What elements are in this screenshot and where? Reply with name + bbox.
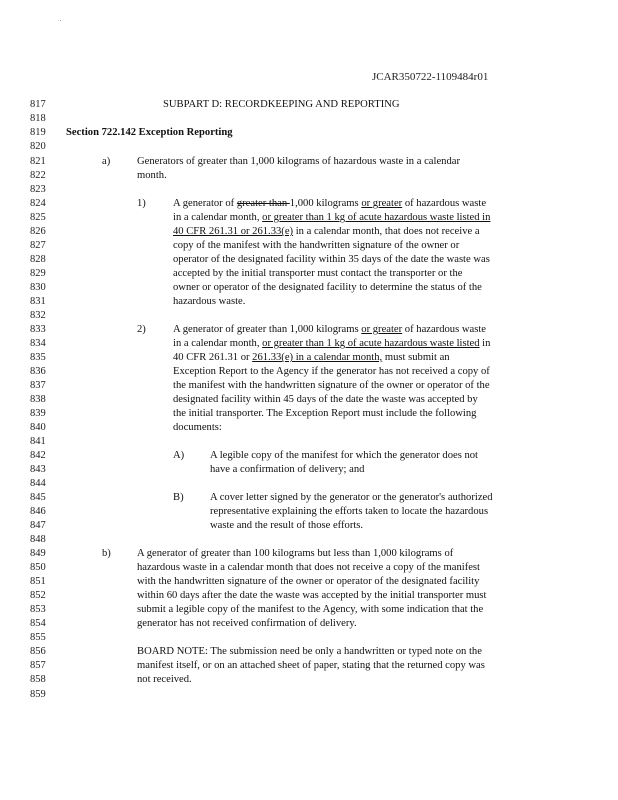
text-line: have a confirmation of delivery; and xyxy=(210,464,365,475)
line-number: 843 xyxy=(30,464,46,475)
line-835 xyxy=(0,351,618,365)
line-number: 855 xyxy=(30,632,46,643)
line-825 xyxy=(0,211,618,225)
document-id-header: JCAR350722-1109484r01 xyxy=(372,71,489,83)
text-line xyxy=(173,351,450,365)
line-number: 858 xyxy=(30,674,46,685)
line-number: 828 xyxy=(30,254,46,265)
line-821 xyxy=(0,155,618,169)
line-number: 859 xyxy=(30,689,46,700)
line-839 xyxy=(0,407,618,421)
text-line: within 60 days after the date the waste was accepted by the initial transporter must xyxy=(137,590,487,601)
text-line: representative explaining the efforts taken to locate the hazardous xyxy=(210,506,489,517)
text-line: with the handwritten signature of the owner or operator of the designated facility xyxy=(137,576,480,587)
text-line: A generator of greater than 100 kilograms but less than 1,000 kilograms of xyxy=(137,548,454,559)
line-832 xyxy=(0,309,618,323)
line-857 xyxy=(0,659,618,673)
line-number: 857 xyxy=(30,660,46,671)
inserted-text: 40 CFR 261.31 or 261.33(e) xyxy=(173,226,294,237)
text-segment: 40 CFR 261.31 or xyxy=(173,352,253,363)
line-848 xyxy=(0,533,618,547)
line-number: 822 xyxy=(30,170,46,181)
line-853 xyxy=(0,603,618,617)
text-line: A cover letter signed by the generator or the generator's authorized xyxy=(210,492,493,503)
text-line: manifest itself, or on an attached sheet of paper, stating that the returned copy was xyxy=(137,660,485,671)
line-836 xyxy=(0,365,618,379)
line-829 xyxy=(0,267,618,281)
subsection-marker-b: b) xyxy=(102,548,111,559)
line-850 xyxy=(0,561,618,575)
text-line: operator of the designated facility within 35 days of the date the waste was xyxy=(173,254,490,265)
line-number: 819 xyxy=(30,127,46,138)
text-line xyxy=(173,211,490,225)
line-837 xyxy=(0,379,618,393)
paragraph-marker-1: 1) xyxy=(137,198,146,209)
text-line: accepted by the initial transporter must contact the transporter or the xyxy=(173,268,463,279)
text-line: documents: xyxy=(173,422,222,433)
line-828 xyxy=(0,253,618,267)
line-841 xyxy=(0,435,618,449)
line-number: 840 xyxy=(30,422,46,433)
line-856 xyxy=(0,645,618,659)
line-827 xyxy=(0,239,618,253)
inserted-text: or greater xyxy=(361,198,403,209)
line-854 xyxy=(0,617,618,631)
line-number: 847 xyxy=(30,520,46,531)
section-heading: Section 722.142 Exception Reporting xyxy=(66,127,233,138)
line-number: 839 xyxy=(30,408,46,419)
text-line: hazardous waste in a calendar month that does not receive a copy of the manifest xyxy=(137,562,480,573)
scan-speck xyxy=(60,20,61,21)
deleted-text: greater than xyxy=(236,198,290,209)
text-segment: A generator of greater than 1,000 kilograms xyxy=(173,324,362,335)
line-831 xyxy=(0,295,618,309)
line-number: 832 xyxy=(30,310,46,321)
line-number: 827 xyxy=(30,240,46,251)
line-number: 837 xyxy=(30,380,46,391)
line-number: 835 xyxy=(30,352,46,363)
text-segment: in a calendar month, xyxy=(173,338,263,349)
text-segment: in a calendar month, that does not receive a xyxy=(293,226,480,237)
text-segment: of hazardous waste xyxy=(402,198,487,209)
subsection-marker-a: a) xyxy=(102,156,111,167)
line-number: 818 xyxy=(30,113,46,124)
item-marker-b: B) xyxy=(173,492,184,503)
line-number: 852 xyxy=(30,590,46,601)
line-847 xyxy=(0,519,618,533)
line-number: 825 xyxy=(30,212,46,223)
line-number: 829 xyxy=(30,268,46,279)
line-number: 850 xyxy=(30,562,46,573)
line-822 xyxy=(0,169,618,183)
text-line xyxy=(173,323,486,337)
line-852 xyxy=(0,589,618,603)
line-number: 833 xyxy=(30,324,46,335)
text-line: the initial transporter. The Exception Report must include the following xyxy=(173,408,477,419)
text-line: owner or operator of the designated facility to determine the status of the xyxy=(173,282,482,293)
line-844 xyxy=(0,477,618,491)
text-line xyxy=(173,225,480,239)
inserted-text: or greater xyxy=(361,324,403,335)
text-line: Generators of greater than 1,000 kilograms of hazardous waste in a calendar xyxy=(137,156,460,167)
line-number: 845 xyxy=(30,492,46,503)
line-number: 817 xyxy=(30,99,46,110)
text-line: designated facility within 45 days of the date the waste was accepted by xyxy=(173,394,478,405)
line-819 xyxy=(0,126,618,140)
inserted-text: or greater than 1 kg of acute hazardous waste listed in xyxy=(262,212,491,223)
line-number: 853 xyxy=(30,604,46,615)
paragraph-marker-2: 2) xyxy=(137,324,146,335)
line-833 xyxy=(0,323,618,337)
line-number: 848 xyxy=(30,534,46,545)
line-number: 836 xyxy=(30,366,46,377)
line-number: 823 xyxy=(30,184,46,195)
text-segment: must submit an xyxy=(382,352,450,363)
line-number: 856 xyxy=(30,646,46,657)
text-line: waste and the result of those efforts. xyxy=(210,520,364,531)
line-number: 841 xyxy=(30,436,46,447)
text-line xyxy=(173,337,490,351)
line-number: 846 xyxy=(30,506,46,517)
line-824 xyxy=(0,197,618,211)
subpart-heading: SUBPART D: RECORDKEEPING AND REPORTING xyxy=(163,99,400,110)
board-note: BOARD NOTE: The submission need be only a handwritten or typed note on the xyxy=(137,646,482,657)
text-line: Exception Report to the Agency if the generator has not received a copy of xyxy=(173,366,490,377)
line-818 xyxy=(0,112,618,126)
text-line: submit a legible copy of the manifest to the Agency, with some indication that the xyxy=(137,604,484,615)
line-number: 849 xyxy=(30,548,46,559)
text-segment: in xyxy=(479,338,491,349)
line-823 xyxy=(0,183,618,197)
line-number: 854 xyxy=(30,618,46,629)
inserted-text: or greater than 1 kg of acute hazardous waste listed xyxy=(262,338,480,349)
line-855 xyxy=(0,631,618,645)
line-number: 838 xyxy=(30,394,46,405)
line-843 xyxy=(0,463,618,477)
text-segment: 1,000 kilograms xyxy=(289,198,362,209)
text-segment: A generator of xyxy=(173,198,237,209)
line-842 xyxy=(0,449,618,463)
line-838 xyxy=(0,393,618,407)
line-number: 851 xyxy=(30,576,46,587)
line-859 xyxy=(0,688,618,702)
item-marker-a: A) xyxy=(173,450,185,461)
text-segment: in a calendar month, xyxy=(173,212,263,223)
text-line: hazardous waste. xyxy=(173,296,246,307)
line-830 xyxy=(0,281,618,295)
line-817 xyxy=(0,98,618,112)
line-845 xyxy=(0,491,618,505)
line-840 xyxy=(0,421,618,435)
line-826 xyxy=(0,225,618,239)
text-line: not received. xyxy=(137,674,192,685)
text-line: generator has not received confirmation of delivery. xyxy=(137,618,357,629)
line-834 xyxy=(0,337,618,351)
line-820 xyxy=(0,140,618,154)
line-number: 834 xyxy=(30,338,46,349)
line-849 xyxy=(0,547,618,561)
line-number: 826 xyxy=(30,226,46,237)
inserted-text: 261.33(e) in a calendar month, xyxy=(252,352,383,363)
line-number: 821 xyxy=(30,156,46,167)
text-line xyxy=(173,197,486,211)
line-number: 820 xyxy=(30,141,46,152)
line-number: 830 xyxy=(30,282,46,293)
text-line: A legible copy of the manifest for which the generator does not xyxy=(210,450,478,461)
line-number: 824 xyxy=(30,198,46,209)
line-number: 844 xyxy=(30,478,46,489)
text-line: the manifest with the handwritten signature of the owner or operator of the xyxy=(173,380,490,391)
line-number: 831 xyxy=(30,296,46,307)
line-846 xyxy=(0,505,618,519)
line-number: 842 xyxy=(30,450,46,461)
line-851 xyxy=(0,575,618,589)
text-line: copy of the manifest with the handwritten signature of the owner or xyxy=(173,240,460,251)
text-line: month. xyxy=(137,170,167,181)
text-segment: of hazardous waste xyxy=(402,324,486,335)
line-858 xyxy=(0,673,618,687)
